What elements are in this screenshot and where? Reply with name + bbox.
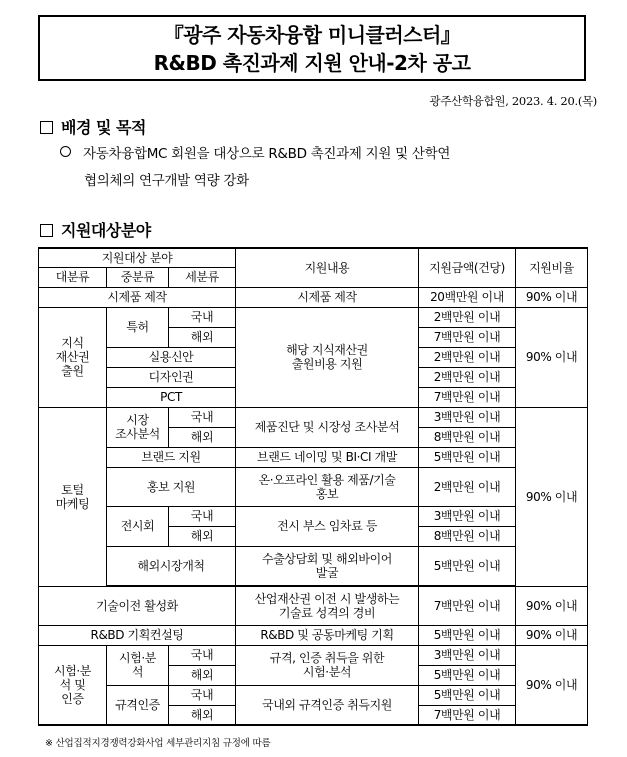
- cell-text-line: 기술료 성격의 경비: [278, 605, 376, 620]
- circle-bullet-icon: [60, 146, 71, 157]
- cell-patent: 특허: [107, 307, 169, 347]
- table-row: [39, 447, 588, 467]
- cell-text-line: 시험·분석: [302, 665, 352, 679]
- table-row: [39, 467, 588, 506]
- cell-text-line: 토털: [61, 482, 84, 497]
- cell-tech-amount: 7백만원 이내: [419, 586, 516, 625]
- cell-text-line: 석 및: [59, 677, 86, 692]
- page-title-line1: 『광주 자동차융합 미니클러스터』: [163, 23, 461, 47]
- cell-ip-ratio: 90% 이내: [516, 307, 588, 407]
- square-bullet-icon: [40, 224, 53, 237]
- cell-marketing-ratio: 90% 이내: [516, 407, 588, 586]
- cell-text-line: 조사분석: [115, 427, 160, 441]
- cell-text-line: 시험·분: [119, 651, 156, 665]
- cell-amount: 7백만원 이내: [419, 327, 516, 347]
- cell-domestic: 국내: [169, 645, 236, 665]
- cell-overseas-content: [236, 546, 419, 585]
- cell-text-line: 발굴: [315, 565, 339, 580]
- cell-text-line: 해당 지식재산권: [286, 343, 368, 357]
- cell-testing-ratio: 90% 이내: [516, 645, 588, 725]
- cell-amount: 2백만원 이내: [419, 367, 516, 387]
- cell-text-line: 지식: [61, 336, 84, 350]
- cell-promo-content: [236, 467, 419, 506]
- cell-pct: PCT: [107, 387, 236, 407]
- table-row: [39, 307, 588, 327]
- cell-amount: 3백만원 이내: [419, 407, 516, 427]
- cell-tech-transfer: 기술이전 활성화: [39, 586, 236, 625]
- org-date: 광주산학융합원, 2023. 4. 20.(목): [429, 94, 597, 108]
- square-bullet-icon: [40, 121, 53, 134]
- cell-amount: 3백만원 이내: [419, 645, 516, 665]
- cell-amount: 5백만원 이내: [419, 447, 516, 467]
- background-line1: 자동차융합MC 회원을 대상으로 R&BD 촉진과제 지원 및 산학연: [83, 146, 451, 162]
- section-heading-support-fields: [40, 218, 151, 241]
- cell-amount: 5백만원 이내: [419, 665, 516, 685]
- table-row: [39, 625, 588, 645]
- cell-consulting-ratio: 90% 이내: [516, 625, 588, 645]
- cell-research-content: 제품진단 및 시장성 조사분석: [236, 407, 419, 447]
- cell-testing-major: [39, 645, 107, 725]
- support-fields-table: [38, 247, 588, 726]
- header-middle: 중분류: [107, 267, 169, 287]
- cell-test-analysis: [107, 645, 169, 685]
- cell-prototype-content: 시제품 제작: [236, 287, 419, 307]
- cell-market-research: [107, 407, 169, 447]
- cell-ip-major: [39, 307, 107, 407]
- header-amount: 지원금액(건당): [419, 248, 516, 287]
- cell-ip-content: [236, 307, 419, 407]
- title-box: [38, 15, 586, 81]
- cell-text-line: 홍보: [315, 486, 339, 501]
- cell-consulting-amount: 5백만원 이내: [419, 625, 516, 645]
- header-content: 지원내용: [236, 248, 419, 287]
- cell-text-line: 출원비용 지원: [291, 357, 363, 371]
- table-header-row: [39, 248, 588, 267]
- cell-amount: 2백만원 이내: [419, 467, 516, 506]
- header-major: 대분류: [39, 267, 107, 287]
- background-text: [60, 141, 600, 195]
- cell-consulting: R&BD 기획컨설팅: [39, 625, 236, 645]
- table-row: [39, 506, 588, 526]
- cell-text-line: 마케팅: [55, 496, 90, 511]
- cell-amount: 8백만원 이내: [419, 427, 516, 447]
- cell-overseas: 해외: [169, 526, 236, 546]
- cell-text-line: 산업재산권 이전 시 발생하는: [254, 591, 400, 606]
- table-row: [39, 645, 588, 665]
- table-row: [39, 287, 588, 307]
- cell-overseas: 해외: [169, 327, 236, 347]
- cell-amount: 2백만원 이내: [419, 347, 516, 367]
- cell-text-line: 출원: [61, 364, 84, 378]
- table-row: [39, 407, 588, 427]
- header-ratio: 지원비율: [516, 248, 588, 287]
- cell-domestic: 국내: [169, 407, 236, 427]
- cell-text-line: 시장: [126, 413, 149, 427]
- page-title-line2: R&BD 촉진과제 지원 안내-2차 공고: [153, 51, 471, 75]
- cell-text-line: 규격, 인증 취득을 위한: [269, 651, 385, 665]
- cell-tech-content: [236, 586, 419, 625]
- cell-overseas-market: 해외시장개척: [107, 546, 236, 585]
- cell-domestic: 국내: [169, 685, 236, 705]
- cell-brand-content: 브랜드 네이밍 및 BI·CI 개발: [236, 447, 419, 467]
- cell-amount: 7백만원 이내: [419, 387, 516, 407]
- cell-amount: 2백만원 이내: [419, 307, 516, 327]
- footnote: ※ 산업집적지경쟁력강화사업 세부관리지침 규정에 따름: [45, 738, 271, 749]
- section1-title: 배경 및 목적: [61, 118, 146, 137]
- table-row: [39, 685, 588, 705]
- cell-overseas: 해외: [169, 427, 236, 447]
- cell-amount: 5백만원 이내: [419, 685, 516, 705]
- section2-title: 지원대상분야: [61, 221, 151, 240]
- cell-domestic: 국내: [169, 506, 236, 526]
- cell-text-line: 시험·분: [54, 663, 91, 678]
- cell-amount: 8백만원 이내: [419, 526, 516, 546]
- cell-exhibit-content: 전시 부스 임차료 등: [236, 506, 419, 546]
- cell-prototype: 시제품 제작: [39, 287, 236, 307]
- header-minor: 세분류: [169, 267, 236, 287]
- cell-tech-ratio: 90% 이내: [516, 586, 588, 625]
- cell-cert-content: 국내외 규격인증 취득지원: [236, 685, 419, 725]
- cell-marketing-major: [39, 407, 107, 586]
- cell-amount: 7백만원 이내: [419, 705, 516, 725]
- cell-design: 디자인권: [107, 367, 236, 387]
- cell-promo: 홍보 지원: [107, 467, 236, 506]
- cell-text-line: 재산권: [55, 350, 90, 364]
- header-field: 지원대상 분야: [39, 248, 236, 267]
- cell-overseas: 해외: [169, 705, 236, 725]
- cell-domestic: 국내: [169, 307, 236, 327]
- cell-exhibit: 전시회: [107, 506, 169, 546]
- table-row: [39, 586, 588, 625]
- cell-text-line: 수출상담회 및 해외바이어: [262, 551, 392, 566]
- cell-consulting-content: R&BD 및 공동마케팅 기획: [236, 625, 419, 645]
- cell-amount: 5백만원 이내: [419, 546, 516, 585]
- cell-text-line: 온·오프라인 활용 제품/기술: [258, 472, 396, 487]
- cell-utility: 실용신안: [107, 347, 236, 367]
- cell-cert: 규격인증: [107, 685, 169, 725]
- cell-text-line: 석: [131, 665, 144, 679]
- cell-prototype-amount: 20백만원 이내: [419, 287, 516, 307]
- table-row: [39, 546, 588, 585]
- background-line2: 협의체의 연구개발 역량 강화: [84, 173, 249, 189]
- cell-brand: 브랜드 지원: [107, 447, 236, 467]
- section-heading-background: [40, 115, 146, 138]
- cell-overseas: 해외: [169, 665, 236, 685]
- cell-text-line: 인증: [61, 691, 84, 706]
- cell-amount: 3백만원 이내: [419, 506, 516, 526]
- cell-prototype-ratio: 90% 이내: [516, 287, 588, 307]
- cell-test-content: [236, 645, 419, 685]
